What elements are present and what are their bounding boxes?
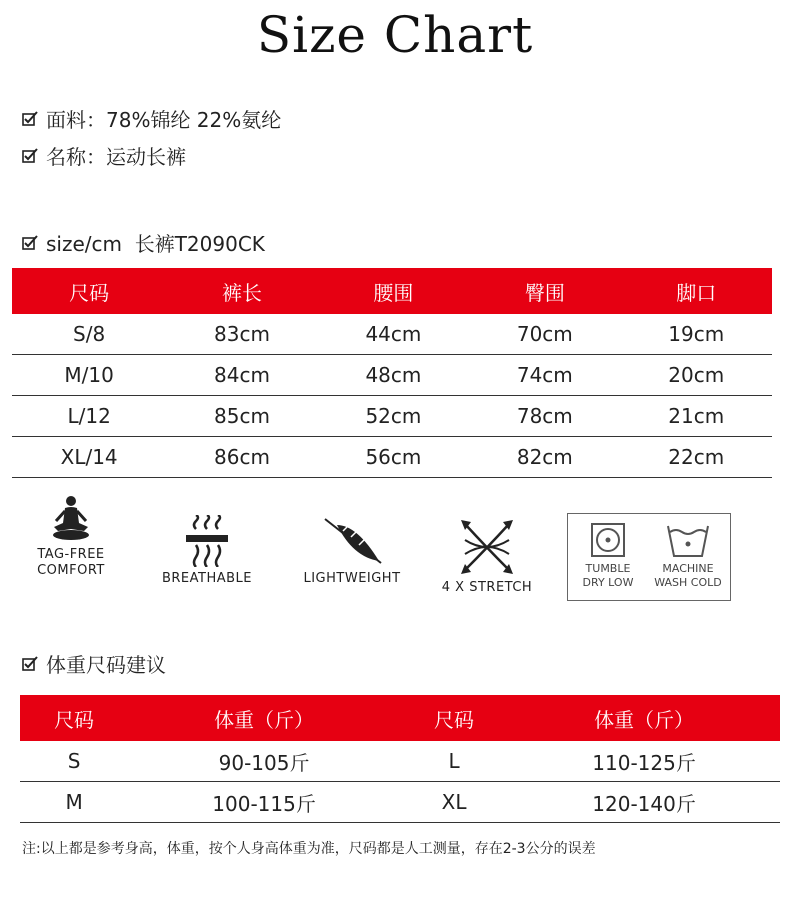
table-cell: 21cm	[621, 396, 772, 437]
header-cell: 体重（斤）	[128, 695, 400, 741]
stretch-feature	[432, 518, 542, 596]
breathable-icon	[182, 515, 232, 567]
machine-wash-item	[648, 522, 728, 590]
table-row	[12, 396, 772, 437]
tag-free-label-2: COMFORT	[37, 563, 105, 578]
table-cell: 19cm	[621, 314, 772, 355]
size-unit-line	[22, 228, 265, 257]
table-cell: S/8	[12, 314, 166, 355]
material-line	[22, 104, 281, 133]
table-row	[12, 437, 772, 478]
header-cell: 体重（斤）	[508, 695, 780, 741]
tumble-label-1: TUMBLE	[585, 562, 631, 575]
page-title: Size Chart	[256, 6, 534, 64]
size-table	[12, 268, 772, 478]
table-cell: 83cm	[166, 314, 317, 355]
tumble-label-2: DRY LOW	[582, 576, 634, 589]
weight-heading: 体重尺码建议	[46, 653, 166, 677]
table-cell: 82cm	[469, 437, 620, 478]
tag-free-label-1: TAG-FREE	[37, 547, 105, 562]
table-cell: 110-125斤	[508, 741, 780, 782]
weight-heading-line	[22, 649, 166, 678]
table-cell: XL/14	[12, 437, 166, 478]
product-name-text: 名称：运动长裤	[46, 145, 186, 169]
footnote: 注:以上都是参考身高，体重，按个人身高体重为准，尺码都是人工测量，存在2-3公分的误差	[22, 841, 596, 857]
table-cell: 70cm	[469, 314, 620, 355]
table-cell: L	[400, 741, 508, 782]
header-cell: 脚口	[621, 268, 772, 314]
feather-icon	[317, 515, 387, 567]
table-cell: XL	[400, 782, 508, 823]
checkbox-icon	[22, 111, 38, 127]
table-row	[12, 355, 772, 396]
stretch-icon	[457, 518, 517, 576]
table-cell: L/12	[12, 396, 166, 437]
weight-table-header	[20, 695, 780, 741]
weight-table	[20, 695, 780, 823]
material-text: 面料：78%锦纶 22%氨纶	[46, 108, 282, 132]
table-cell: 90-105斤	[128, 741, 400, 782]
header-cell: 腰围	[318, 268, 469, 314]
tumble-dry-icon	[590, 522, 626, 558]
checkbox-icon	[22, 656, 38, 672]
machine-label-1: MACHINE	[662, 562, 714, 575]
table-row	[20, 741, 780, 782]
header-cell: 尺码	[12, 268, 166, 314]
table-cell: 52cm	[318, 396, 469, 437]
table-row	[20, 782, 780, 823]
table-cell: 22cm	[621, 437, 772, 478]
table-cell: 100-115斤	[128, 782, 400, 823]
checkbox-icon	[22, 235, 38, 251]
breathable-feature	[152, 515, 262, 587]
tumble-dry-item	[568, 522, 648, 590]
header-cell: 臀围	[469, 268, 620, 314]
stretch-label: 4 X STRETCH	[441, 580, 533, 595]
table-cell: 78cm	[469, 396, 620, 437]
lightweight-label: LIGHTWEIGHT	[303, 571, 401, 586]
meditation-icon	[46, 493, 96, 543]
lightweight-feature	[292, 515, 412, 587]
table-cell: S	[20, 741, 128, 782]
care-instructions	[567, 513, 731, 601]
table-cell: 48cm	[318, 355, 469, 396]
wash-tub-icon	[666, 522, 710, 558]
checkbox-icon	[22, 148, 38, 164]
table-cell: 56cm	[318, 437, 469, 478]
machine-label-2: WASH COLD	[654, 576, 722, 589]
table-cell: M	[20, 782, 128, 823]
size-unit-text: size/cm 长裤T2090CK	[46, 232, 265, 256]
breathable-label: BREATHABLE	[161, 571, 253, 586]
table-cell: 120-140斤	[508, 782, 780, 823]
table-cell: 44cm	[318, 314, 469, 355]
table-cell: 86cm	[166, 437, 317, 478]
size-table-header	[12, 268, 772, 314]
table-cell: M/10	[12, 355, 166, 396]
header-cell: 尺码	[20, 695, 128, 741]
table-cell: 84cm	[166, 355, 317, 396]
table-cell: 74cm	[469, 355, 620, 396]
tag-free-feature	[28, 493, 114, 579]
product-name-line	[22, 141, 186, 170]
header-cell: 尺码	[400, 695, 508, 741]
table-cell: 20cm	[621, 355, 772, 396]
table-row	[12, 314, 772, 355]
table-cell: 85cm	[166, 396, 317, 437]
header-cell: 裤长	[166, 268, 317, 314]
